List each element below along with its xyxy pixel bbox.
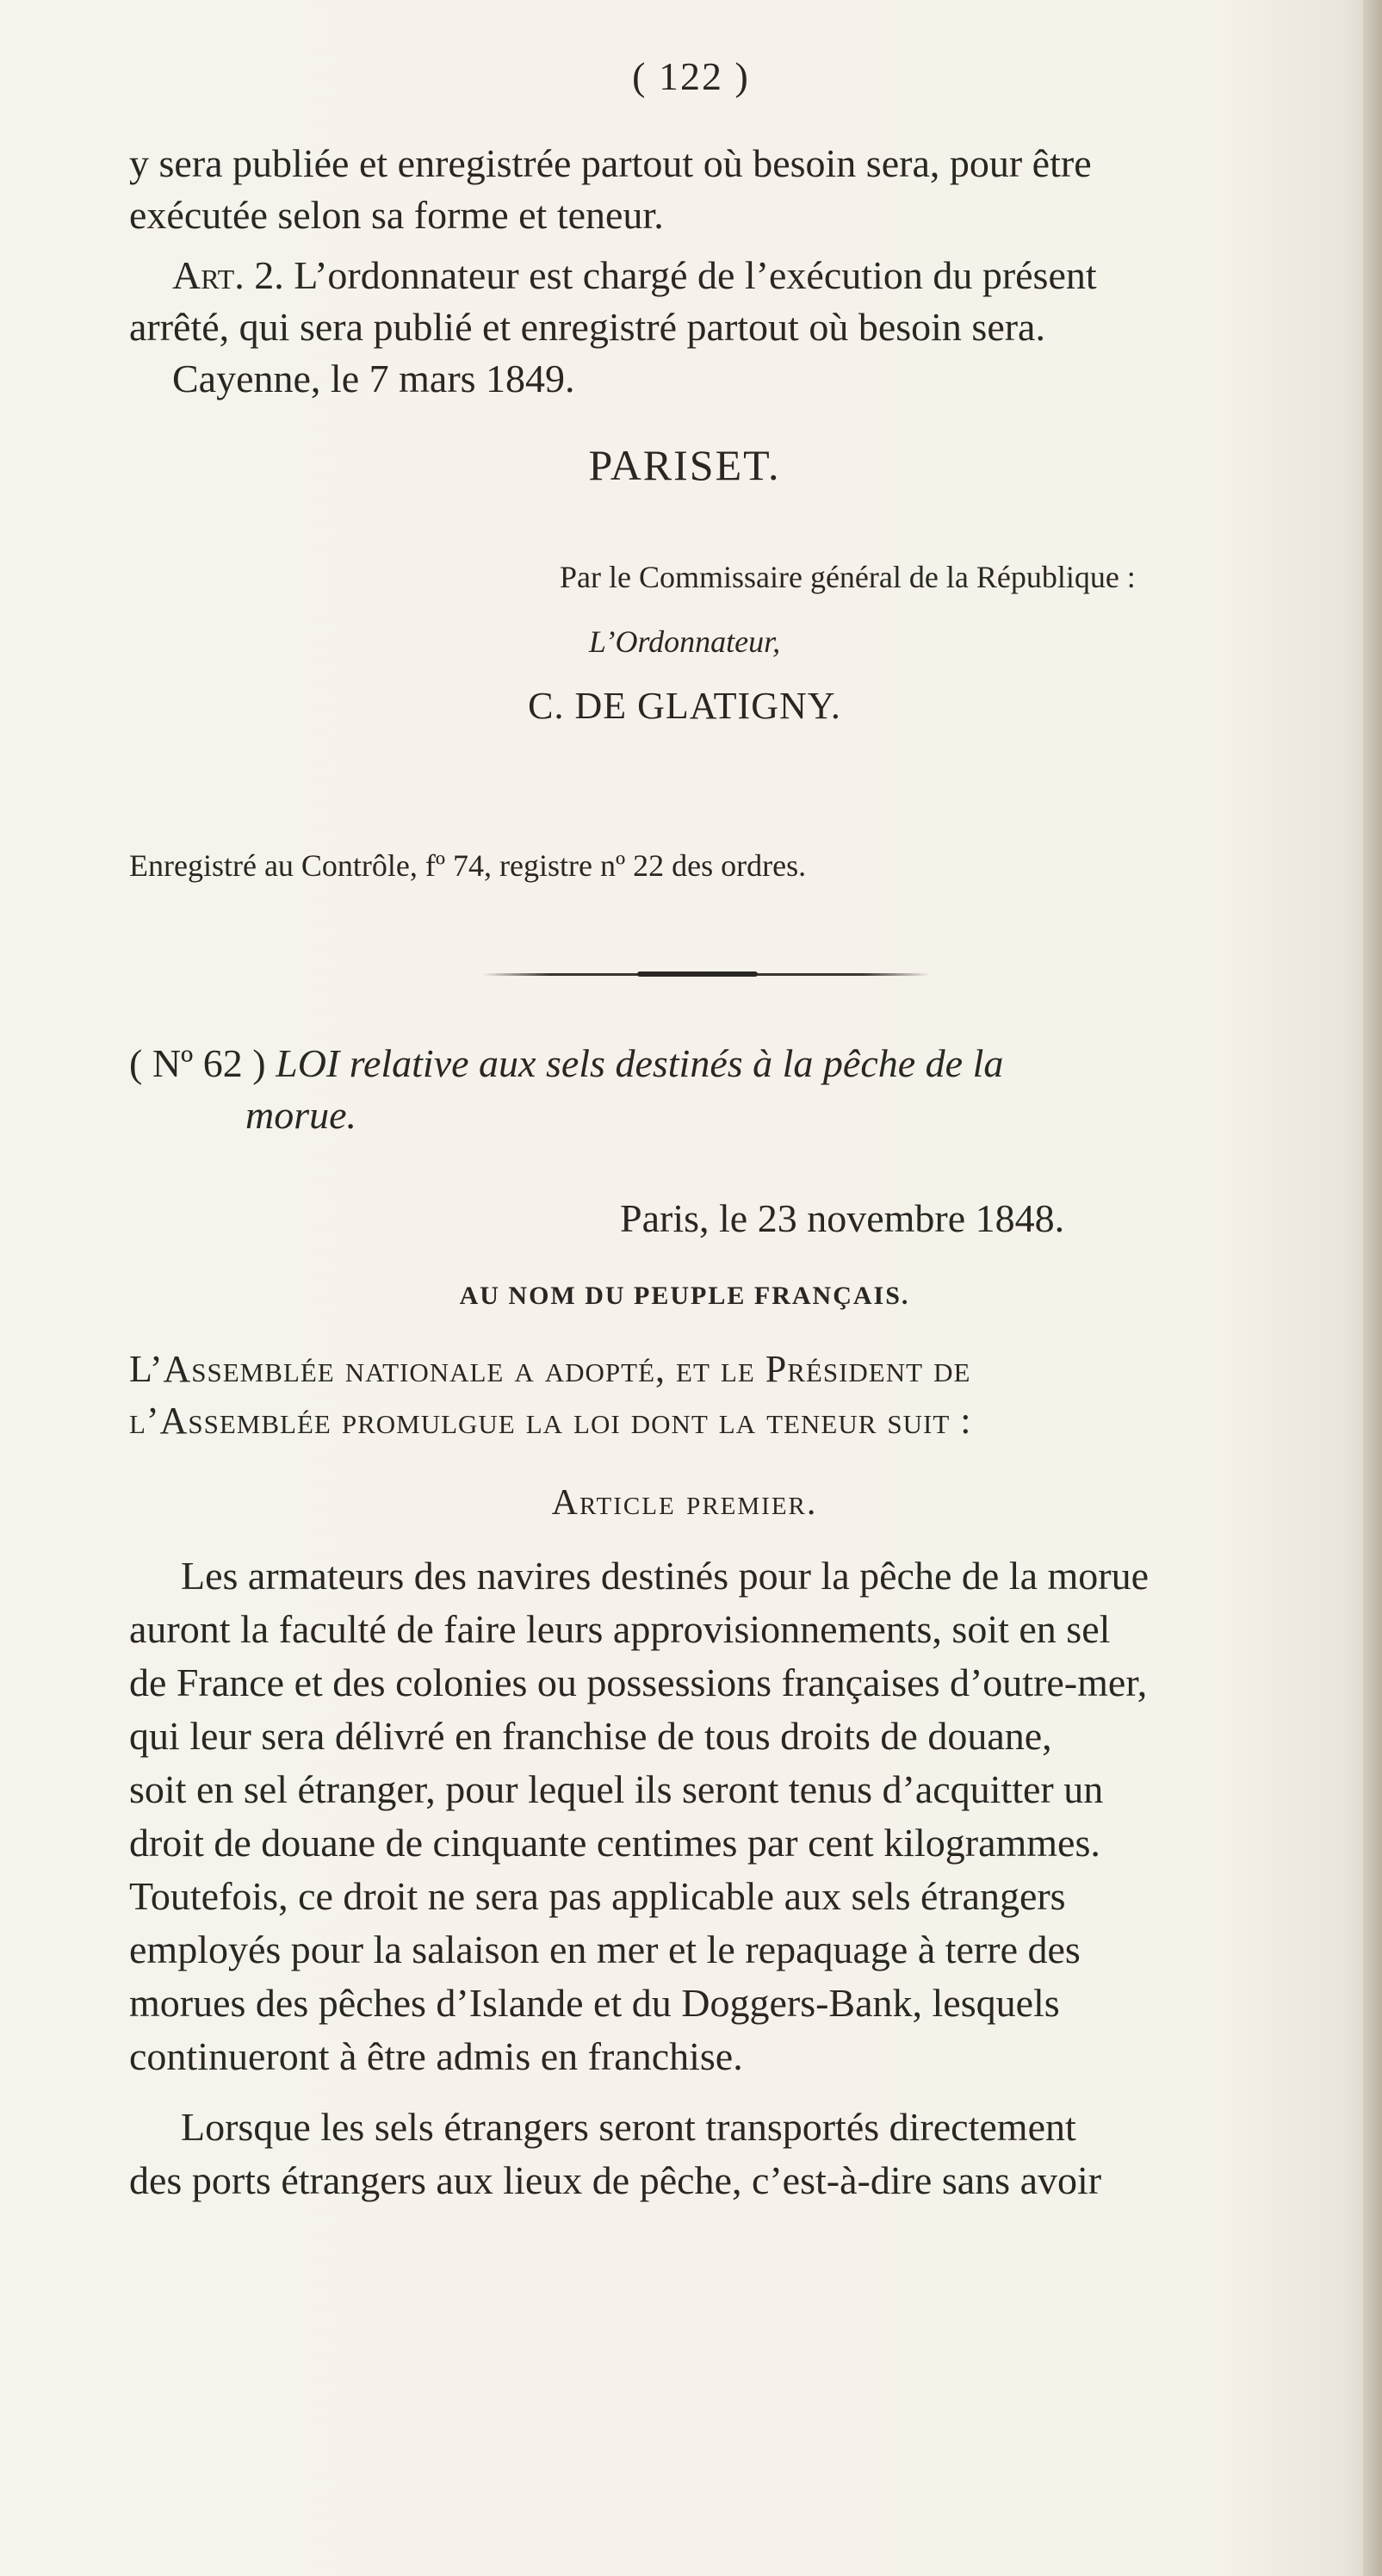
law-date: Paris, le 23 novembre 1848. [620, 1196, 1065, 1240]
law-title-line-2: morue. [245, 1093, 357, 1137]
ordonnateur-title: L’Ordonnateur, [588, 624, 781, 659]
section-divider-center [637, 971, 758, 977]
paragraph-line: qui leur sera délivré en franchise de tous droits de douane, [129, 1714, 1052, 1758]
paragraph-line: de France et des colonies ou possessions françaises d’outre-mer, [129, 1660, 1148, 1704]
preamble-line-1: L’Assemblée nationale a adopté, et le Président de [129, 1348, 971, 1390]
enregistre-line: Enregistré au Contrôle, fº 74, registre nº 22 des ordres. [129, 848, 807, 883]
law-title: LOI relative aux sels destinés à la pêche de la [276, 1041, 1004, 1085]
preamble-line-2: l’Assemblée promulgue la loi dont la teneur suit : [129, 1400, 972, 1442]
paragraph-line: morues des pêches d’Islande et du Doggers-Bank, lesquels [129, 1981, 1060, 2025]
paragraph-line: Toutefois, ce droit ne sera pas applicable aux sels étrangers [129, 1874, 1066, 1918]
ordonnateur-name: C. DE GLATIGNY. [528, 685, 841, 727]
paragraph-line: Les armateurs des navires destinés pour la pêche de la morue [181, 1554, 1150, 1598]
article-label: Art. 2. [172, 253, 284, 297]
law-heading: AU NOM DU PEUPLE FRANÇAIS. [459, 1282, 910, 1310]
law-number: ( Nº 62 ) [129, 1041, 266, 1085]
article-2-line-2: arrêté, qui sera publié et enregistré partout où besoin sera. [129, 305, 1045, 349]
paragraph-line: des ports étrangers aux lieux de pêche, c’est-à-dire sans avoir [129, 2158, 1102, 2202]
signature-pariset: PARISET. [588, 441, 781, 489]
text-line: exécutée selon sa forme et teneur. [129, 193, 664, 237]
paragraph-line: employés pour la salaison en mer et le repaquage à terre des [129, 1927, 1081, 1971]
paragraph-line: soit en sel étranger, pour lequel ils seront tenus d’acquitter un [129, 1767, 1104, 1811]
text-line: y sera publiée et enregistrée partout où besoin sera, pour être [129, 141, 1092, 185]
paragraph-line: Lorsque les sels étrangers seront transportés directement [181, 2105, 1076, 2149]
page-edge [1363, 0, 1382, 2576]
paragraph-line: auront la faculté de faire leurs approvisionnements, soit en sel [129, 1607, 1111, 1651]
article-2-line-1 [172, 250, 1360, 301]
page-number: ( 122 ) [632, 54, 750, 98]
paragraph-line: droit de douane de cinquante centimes par cent kilogrammes. [129, 1821, 1100, 1865]
par-le-commissaire: Par le Commissaire général de la République : [560, 560, 1136, 594]
article-premier-heading: Article premier. [551, 1483, 818, 1523]
law-title-line-1 [129, 1038, 1360, 1089]
article-text: L’ordonnateur est chargé de l’exécution du présent [294, 253, 1097, 297]
date-line: Cayenne, le 7 mars 1849. [172, 357, 575, 400]
paragraph-line: continueront à être admis en franchise. [129, 2034, 743, 2078]
